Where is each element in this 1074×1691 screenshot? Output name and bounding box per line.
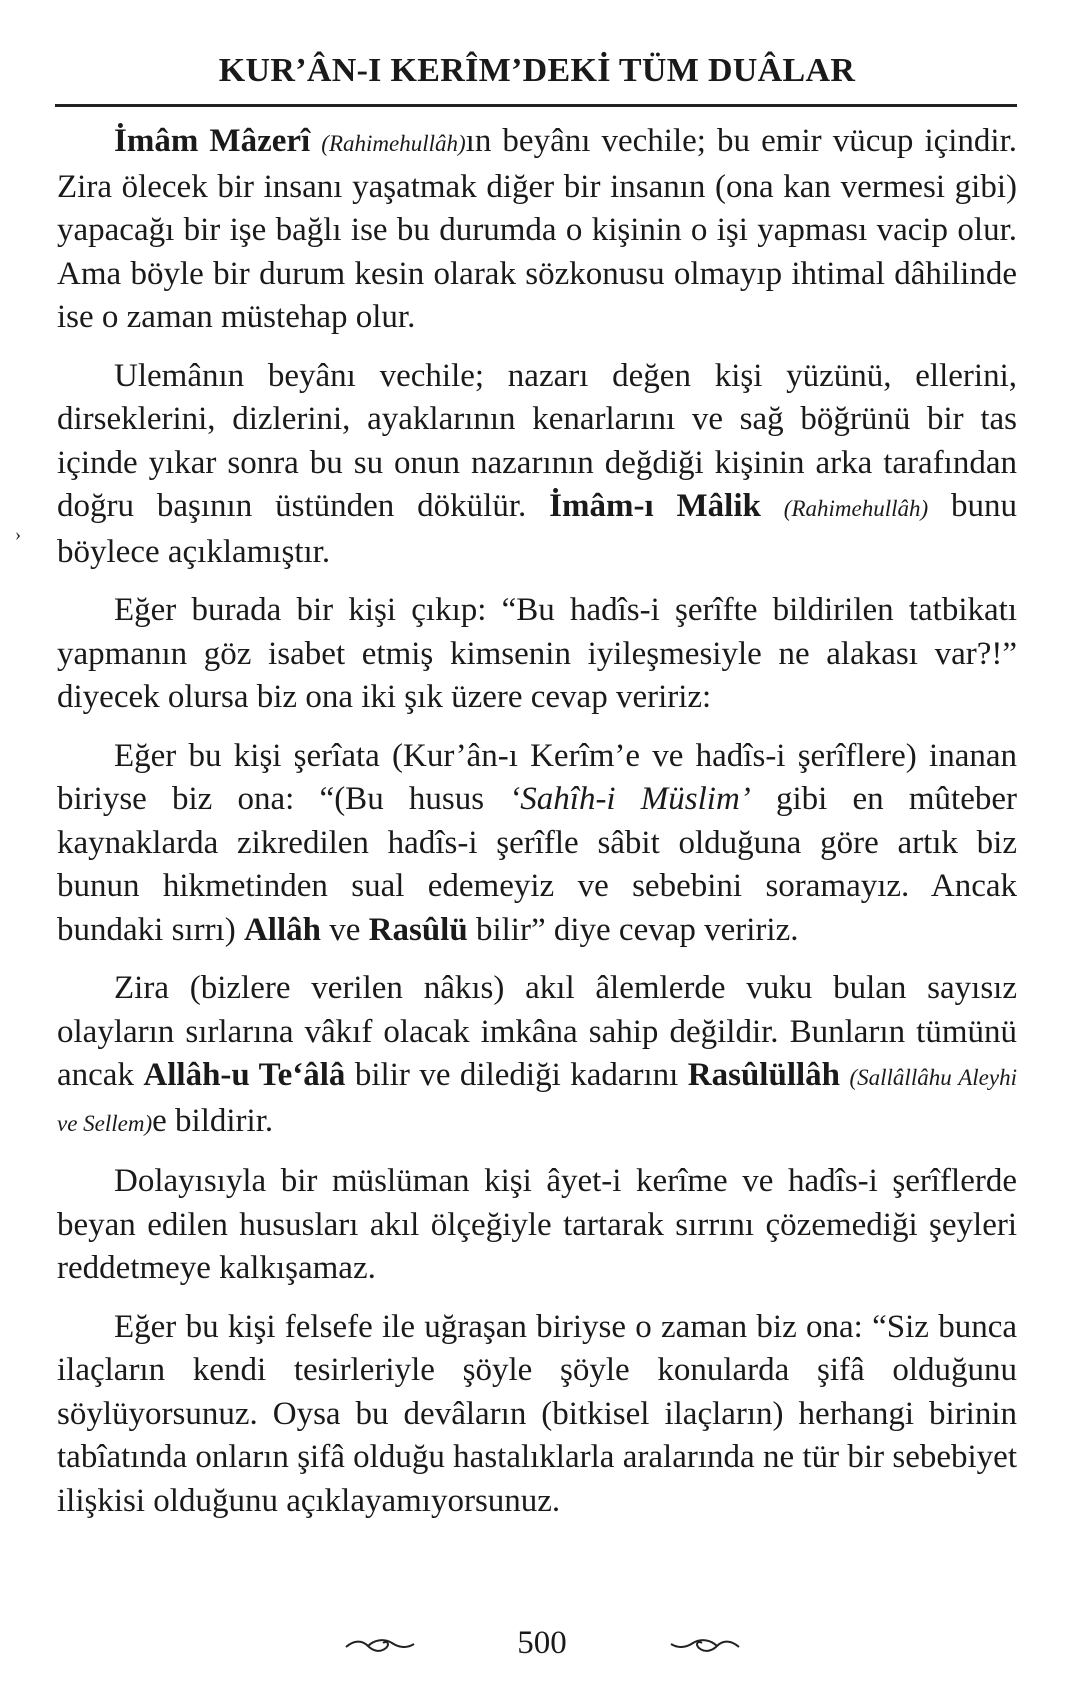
paragraph-text: Eğer burada bir kişi çıkıp: “Bu hadîs-i şerîfte bildirilen tatbikatı yapmanın göz isabet etmiş kimsenin iyileşmesiyle ne alakası var?!” diyecek olursa biz ona iki şık üzere cevap veririz: bbox=[57, 592, 1017, 715]
paragraph-text: ın beyânı vechile; bu emir vücup içindir. Zira ölecek bir insanı yaşatmak diğer bir insanın (ona kan vermesi gibi) yapacağı bir işe bağlı ise bu durumda o kişinin o işi yapması vacip olur. Ama böyle bir durum kesin olarak sözkonusu olmayıp ihtimal dâhilinde ise o zaman müstehap olur. bbox=[57, 123, 1018, 335]
honorific: (Rahimehullâh) bbox=[783, 496, 929, 521]
ornament-right-icon bbox=[665, 1631, 745, 1661]
header-rule bbox=[55, 104, 1017, 107]
ornament-left-icon bbox=[340, 1631, 420, 1661]
name-rasulu: Rasûlü bbox=[368, 911, 468, 948]
name-rasulullah: Rasûlüllâh bbox=[687, 1057, 841, 1093]
paragraph-7 bbox=[57, 1306, 1017, 1524]
paragraph-1 bbox=[57, 120, 1017, 340]
body-text bbox=[57, 120, 1017, 1538]
paragraph-text: e bildirir. bbox=[152, 1102, 274, 1139]
paragraph-6 bbox=[57, 1160, 1017, 1291]
paragraph-text: bunu böylece açıklamıştır. bbox=[57, 488, 1018, 570]
honorific: (Sallâllâhu Aleyhi ve Sellem) bbox=[57, 1065, 1017, 1136]
page-footer bbox=[0, 1625, 1074, 1675]
honorific: (Rahimehullâh) bbox=[321, 131, 466, 156]
book-title: ‘Sahîh-i Müslim’ bbox=[509, 781, 751, 817]
name-imam-malik: İmâm-ı Mâlik bbox=[549, 488, 761, 524]
paragraph-3 bbox=[57, 589, 1017, 720]
paragraph-5 bbox=[57, 967, 1017, 1145]
paragraph-text: Ulemânın beyânı vechile; nazarı değen kişi yüzünü, ellerini, dirseklerini, dizlerini, ayaklarının kenarlarını ve sağ böğrünü bir tas içinde yıkar sonra bu su onun nazarının değdiği kişinin arka tarafından doğru başının üstünden dökülür. bbox=[57, 357, 1017, 524]
paragraph-text: bilir” diye cevap veririz. bbox=[475, 911, 799, 948]
paragraph-text: bilir ve dilediği kadarını bbox=[354, 1057, 679, 1093]
page-number: 500 bbox=[517, 1625, 567, 1661]
paragraph-text: Eğer bu kişi felsefe ile uğraşan biriyse o zaman biz ona: “Siz bunca ilaçların kendi tesirleriyle şöyle şöyle konularda şifâ olduğunu söylüyorsunuz. Oysa bu devâların (bitkisel ilaçların) herhangi birinin tabîatında onların şifâ olduğu hastalıklarla aralarında ne tür bir sebebiyet ilişkisi olduğunu açıklayamıyorsunuz. bbox=[57, 1308, 1017, 1519]
paragraph-text: Eğer bu kişi şerîata (Kur’ân-ı Kerîm’e ve hadîs-i şerîflere) inanan biriyse biz ona: “(Bu husus bbox=[57, 737, 1017, 817]
running-header: KUR’ÂN-I KERÎM’DEKİ TÜM DUÂLAR bbox=[218, 52, 856, 89]
paragraph-text: Zira (bizlere verilen nâkıs) akıl âlemlerde vuku bulan sayısız olayların sırlarına vâkıf olacak imkâna sahip değildir. Bunların tümünü ancak bbox=[57, 970, 1017, 1093]
name-imam-mazeri: İmâm Mâzerî bbox=[114, 123, 311, 159]
paragraph-text: Dolayısıyla bir müslüman kişi âyet-i kerîme ve hadîs-i şerîflerde beyan edilen hususları akıl ölçeğiyle tartarak sırrını çözemediği şeyleri reddetmeye kalkışamaz. bbox=[57, 1163, 1017, 1286]
paragraph-4 bbox=[57, 735, 1017, 953]
paragraph-2 bbox=[57, 355, 1017, 575]
paragraph-text: ve bbox=[329, 911, 361, 948]
paragraph-text: gibi en mûteber kaynaklarda zikredilen hadîs-i şerîfle sâbit olduğuna göre artık biz bunun hikmetinden sual edemeyiz ve sebebini soramayız. Ancak bundaki sırrı) bbox=[57, 781, 1018, 948]
name-allah-teala: Allâh-u Te‘âlâ bbox=[143, 1057, 346, 1093]
name-allah: Allâh bbox=[243, 911, 321, 948]
margin-mark: › bbox=[15, 524, 21, 544]
